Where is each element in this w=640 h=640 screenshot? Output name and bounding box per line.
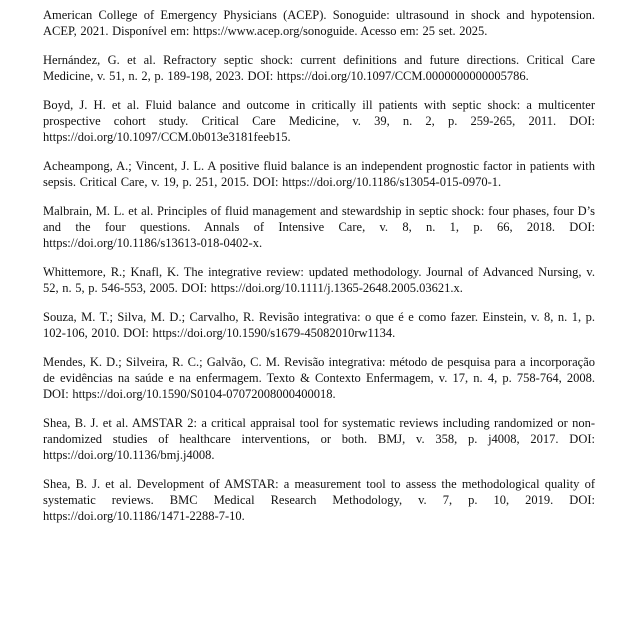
reference-entry: Acheampong, A.; Vincent, J. L. A positive fluid balance is an independent prognostic factor in patients with sepsis. Critical Care, v. 19, p. 251, 2015. DOI: https://doi.org/10.1186/s13054-015-0970-1. (43, 159, 595, 189)
reference-entry: American College of Emergency Physicians (ACEP). Sonoguide: ultrasound in shock and hypotension. ACEP, 2021. Disponível em: https://www.acep.org/sonoguide. Acesso em: 25 set. 2025. (43, 8, 595, 38)
reference-entry: Shea, B. J. et al. AMSTAR 2: a critical appraisal tool for systematic reviews including randomized or non-randomized studies of healthcare interventions, or both. BMJ, v. 358, p. j4008, 2017. DOI: https://doi.org/10.1136/bmj.j4008. (43, 416, 595, 462)
reference-entry: Malbrain, M. L. et al. Principles of fluid management and stewardship in septic shock: four phases, four D’s and the four questions. Annals of Intensive Care, v. 8, n. 1, p. 66, 2018. DOI: https://doi.org/10.1186/s13613-018-0402-x. (43, 204, 595, 250)
reference-entry: Souza, M. T.; Silva, M. D.; Carvalho, R. Revisão integrativa: o que é e como fazer. Einstein, v. 8, n. 1, p. 102-106, 2010. DOI: https://doi.org/10.1590/s1679-45082010rw1134. (43, 310, 595, 340)
reference-entry: Mendes, K. D.; Silveira, R. C.; Galvão, C. M. Revisão integrativa: método de pesquisa para a incorporação de evidências na saúde e na enfermagem. Texto & Contexto Enfermagem, v. 17, n. 4, p. 758-764, 2008. DOI: https://doi.org/10.1590/S0104-07072008000400018. (43, 355, 595, 401)
reference-entry: Boyd, J. H. et al. Fluid balance and outcome in critically ill patients with septic shock: a multicenter prospective cohort study. Critical Care Medicine, v. 39, n. 2, p. 259-265, 2011. DOI: https://doi.org/10.1097/CCM.0b013e3181feeb15. (43, 98, 595, 144)
reference-entry: Hernández, G. et al. Refractory septic shock: current definitions and future directions. Critical Care Medicine, v. 51, n. 2, p. 189-198, 2023. DOI: https://doi.org/10.1097/CCM.0000000000005786. (43, 53, 595, 83)
reference-entry: Whittemore, R.; Knafl, K. The integrative review: updated methodology. Journal of Advanced Nursing, v. 52, n. 5, p. 546-553, 2005. DOI: https://doi.org/10.1111/j.1365-2648.2005.03621.x. (43, 265, 595, 295)
reference-entry: Shea, B. J. et al. Development of AMSTAR: a measurement tool to assess the methodological quality of systematic reviews. BMC Medical Research Methodology, v. 7, p. 10, 2019. DOI: https://doi.org/10.1186/1471-2288-7-10. (43, 477, 595, 523)
